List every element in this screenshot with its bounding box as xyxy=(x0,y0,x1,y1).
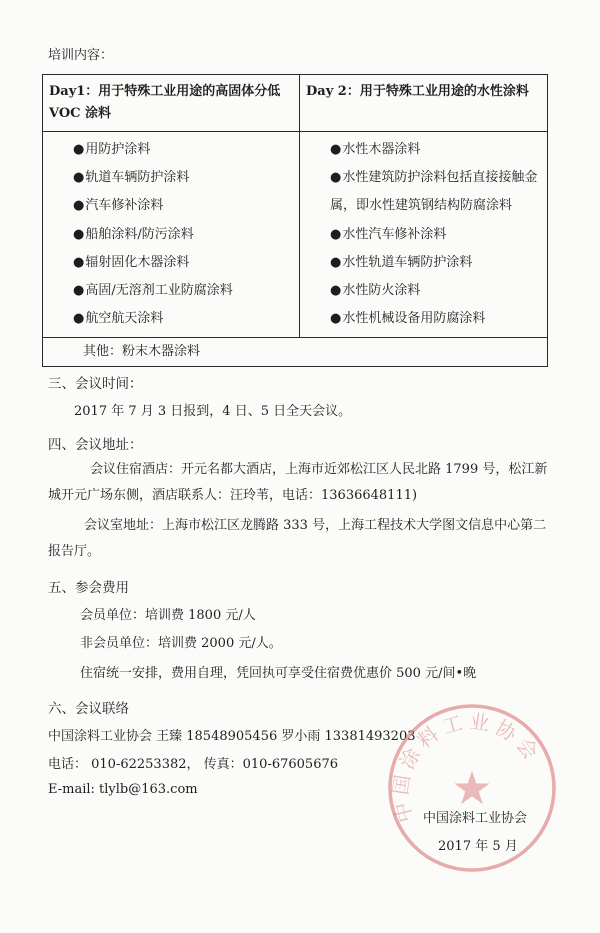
contact-persons-text: 中国涂料工业协会 王臻 18548905456 罗小雨 13381493203 xyxy=(48,729,416,744)
email-text: E-mail: tlylb@163.com xyxy=(48,782,198,797)
list-item: ●水性轨道车辆防护涂料 xyxy=(330,254,473,270)
meeting-time-text: 2017 年 7 月 3 日报到，4 日、5 日全天会议。 xyxy=(74,404,352,419)
day2-header: Day 2：用于特殊工业用途的水性涂料 xyxy=(300,75,548,132)
day1-header: Day1：用于特殊工业用途的高固体分低VOC 涂料 xyxy=(43,75,300,132)
list-item: ●辐射固化木器涂料 xyxy=(73,254,190,270)
table-header-row xyxy=(43,75,548,132)
day1-list xyxy=(43,132,300,338)
table-footer-row xyxy=(43,338,548,367)
section-time-heading: 三、会议时间： xyxy=(48,376,143,392)
bullet-icon: ● xyxy=(73,142,85,157)
seal-text: 中国涂料工业协会 xyxy=(388,709,546,825)
list-item: ●汽车修补涂料 xyxy=(73,198,164,214)
list-item: ●水性建筑防护涂料包括直接接触金属，即水性建筑钢结构防腐涂料 xyxy=(330,170,538,214)
section-fee-heading: 五、参会费用 xyxy=(48,580,129,596)
bullet-icon: ● xyxy=(73,170,85,186)
bullet-icon: ● xyxy=(330,142,342,157)
list-item: ●水性机械设备用防腐涂料 xyxy=(330,311,486,327)
star-icon: ★ xyxy=(451,761,493,815)
other-content: 其他：粉末木器涂料 xyxy=(43,338,548,367)
bullet-icon: ● xyxy=(330,254,342,270)
bullet-icon: ● xyxy=(73,226,85,242)
list-item: ●高固/无溶剂工业防腐涂料 xyxy=(73,283,233,299)
list-item: ●水性防火涂料 xyxy=(330,283,421,299)
bullet-icon: ● xyxy=(73,283,85,299)
list-item: ●水性木器涂料 xyxy=(330,142,421,157)
list-item: ●航空航天涂料 xyxy=(73,311,164,327)
training-content-table xyxy=(42,74,548,367)
list-item: ●轨道车辆防护涂料 xyxy=(73,170,190,186)
list-item: ●用防护涂料 xyxy=(73,142,151,157)
room-address-text: 会议室地址：上海市松江区龙腾路 333 号，上海工程技术大学图文信息中心第二报告厅。 xyxy=(48,518,547,559)
bullet-icon: ● xyxy=(330,283,342,299)
bullet-icon: ● xyxy=(73,311,85,327)
bullet-icon: ● xyxy=(330,226,342,242)
phone-fax-text: 电话： 010-62253382， 传真：010-67605676 xyxy=(48,757,339,772)
bullet-icon: ● xyxy=(330,311,342,327)
list-item: ●船舶涂料/防污涂料 xyxy=(73,226,194,242)
member-fee-text: 会员单位：培训费 1800 元/人 xyxy=(80,608,256,623)
day2-list xyxy=(300,132,548,338)
signature-org: 中国涂料工业协会 xyxy=(423,811,528,826)
bullet-icon: ● xyxy=(73,254,85,270)
nonmember-fee-text: 非会员单位：培训费 2000 元/人。 xyxy=(80,636,282,651)
intro-label: 培训内容： xyxy=(48,48,114,63)
signature-date: 2017 年 5 月 xyxy=(438,839,518,854)
bullet-icon: ● xyxy=(73,198,85,214)
lodging-text: 住宿统一安排，费用自理，凭回执可享受住宿费优惠价 500 元/间•晚 xyxy=(80,666,477,681)
table-body-row xyxy=(43,132,548,338)
bullet-icon: ● xyxy=(330,170,342,186)
section-venue-heading: 四、会议地址： xyxy=(48,437,143,453)
hotel-address-text: 会议住宿酒店：开元名都大酒店，上海市近郊松江区人民北路 1799 号，松江新城开元广场东侧，酒店联系人：汪玲苇，电话：13636648111) xyxy=(48,462,548,503)
list-item: ●水性汽车修补涂料 xyxy=(330,226,447,242)
section-contact-heading: 六、会议联络 xyxy=(48,701,129,717)
